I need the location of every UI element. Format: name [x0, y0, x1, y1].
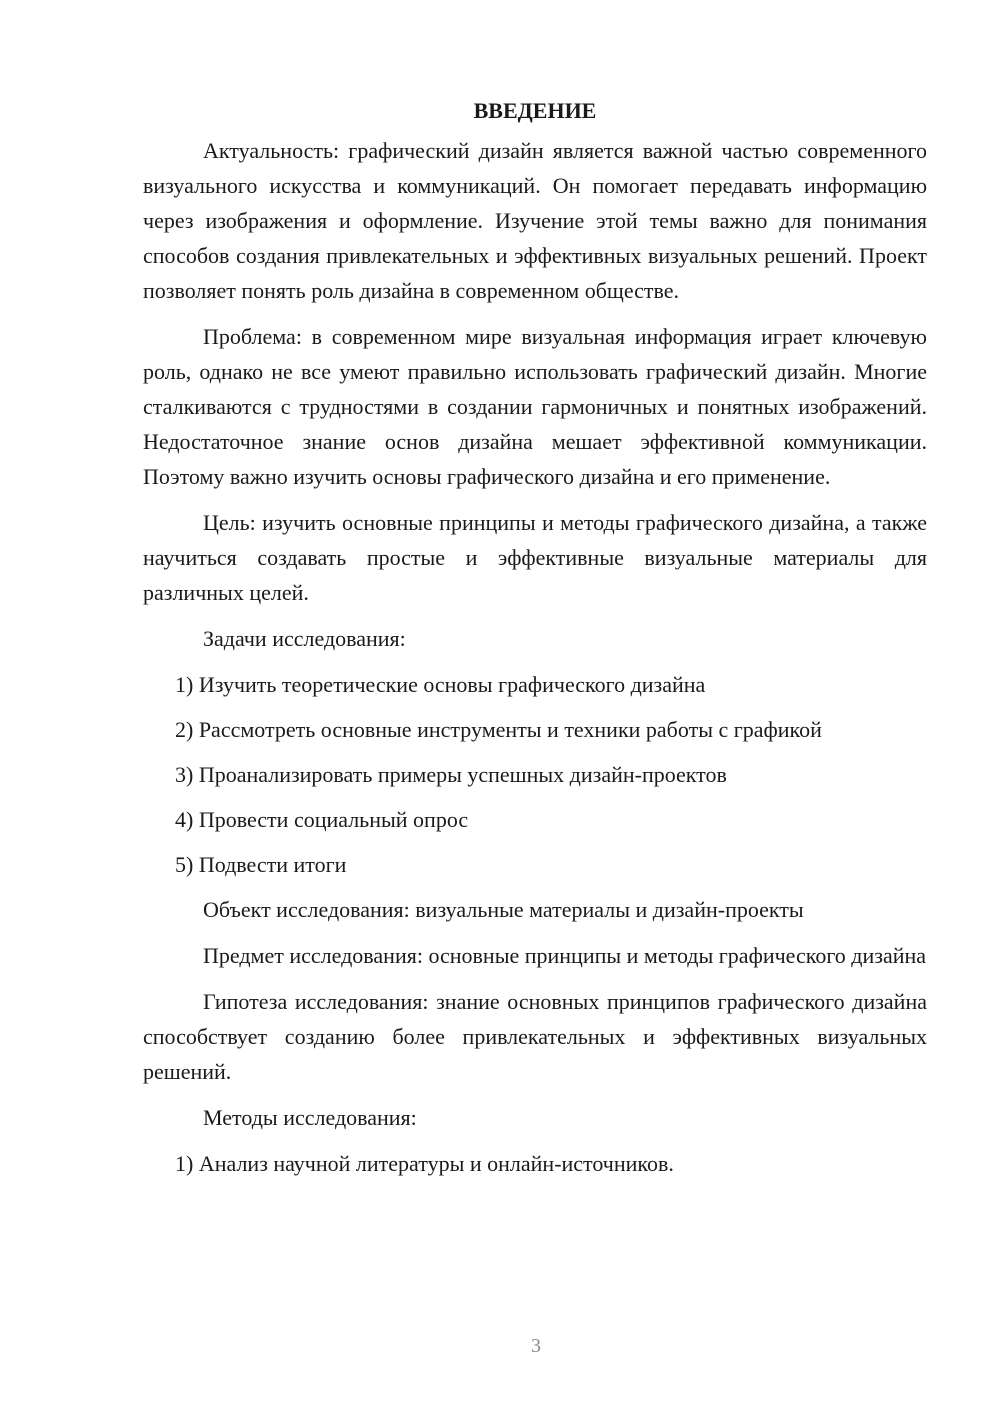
task-item: 2) Рассмотреть основные инструменты и техники работы с графикой [175, 717, 822, 742]
methods-heading: Методы исследования: [203, 1105, 417, 1130]
section-heading: ВВЕДЕНИЕ [473, 98, 597, 123]
page-number: 3 [531, 1335, 541, 1357]
page-content [143, 94, 927, 1191]
relevance-paragraph: Актуальность: графический дизайн является важной частью современного визуального искусства и коммуникаций. Он помогает передавать информацию через изображения и оформление. Изучение этой темы важно для понимания способов создания привлекательных и эффективных визуальных решений. Проект позволяет понять роль дизайна в современном обществе. [143, 138, 927, 303]
tasks-heading: Задачи исследования: [203, 626, 406, 651]
object-paragraph: Объект исследования: визуальные материалы и дизайн-проекты [203, 897, 804, 922]
goal-paragraph: Цель: изучить основные принципы и методы графического дизайна, а также научиться создавать простые и эффективные визуальные материалы для различных целей. [143, 510, 927, 605]
task-item: 5) Подвести итоги [175, 852, 347, 877]
hypothesis-paragraph: Гипотеза исследования: знание основных принципов графического дизайна способствует созданию более привлекательных и эффективных визуальных решений. [143, 989, 927, 1084]
task-item: 1) Изучить теоретические основы графического дизайна [175, 672, 706, 697]
method-item: 1) Анализ научной литературы и онлайн-источников. [175, 1151, 674, 1176]
task-item: 4) Провести социальный опрос [175, 807, 469, 832]
task-item: 3) Проанализировать примеры успешных дизайн-проектов [175, 762, 727, 787]
subject-paragraph: Предмет исследования: основные принципы и методы графического дизайна [203, 943, 927, 968]
problem-paragraph: Проблема: в современном мире визуальная информация играет ключевую роль, однако не все умеют правильно использовать графический дизайн. Многие сталкиваются с трудностями в создании гармоничных и понятных изображений. Недостаточное знание основ дизайна мешает эффективной коммуникации. Поэтому важно изучить основы графического дизайна и его применение. [143, 324, 927, 489]
